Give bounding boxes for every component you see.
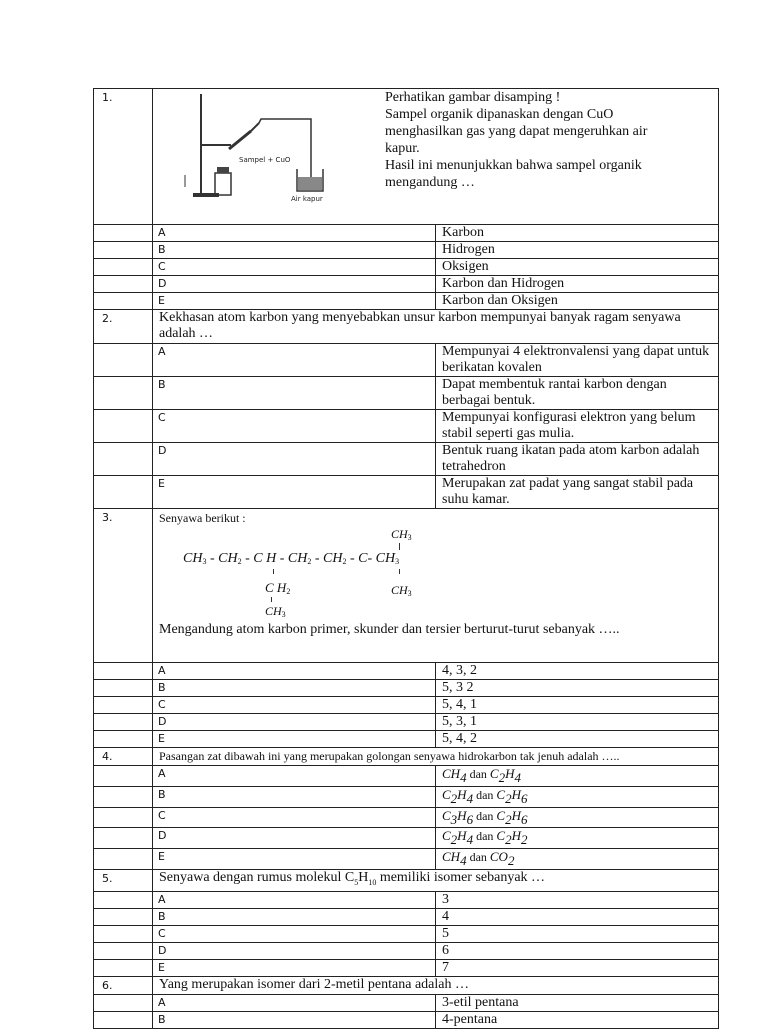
- option-text[interactable]: $C_2H_4$ dan $C_2H_6$: [436, 786, 719, 807]
- question-1-cell: [153, 89, 719, 225]
- option-text[interactable]: Karbon dan Hidrogen: [436, 276, 719, 293]
- option-letter: E: [153, 959, 436, 976]
- option-text[interactable]: 4: [436, 908, 719, 925]
- question-1-text: Perhatikan gambar disamping ! Sampel organik dipanaskan dengan CuO menghasilkan gas yang dapat mengeruhkan air kapur. Hasil ini menunjukkan bahwa sampel organik mengandung …: [385, 90, 648, 190]
- option-text[interactable]: 5, 4, 1: [436, 697, 719, 714]
- option-letter: E: [153, 731, 436, 748]
- option-letter: D: [153, 714, 436, 731]
- option-letter: E: [153, 476, 436, 509]
- option-text[interactable]: Bentuk ruang ikatan pada atom karbon adalah tetrahedron: [436, 443, 719, 476]
- question-number: 2.: [94, 310, 153, 344]
- question-number: 5.: [94, 869, 153, 891]
- option-text[interactable]: Karbon: [436, 225, 719, 242]
- question-number: 1.: [94, 89, 153, 225]
- option-text[interactable]: 4-pentana: [436, 1011, 719, 1028]
- option-letter: B: [153, 680, 436, 697]
- option-text[interactable]: 5: [436, 925, 719, 942]
- option-text[interactable]: $C_2H_4$ dan $C_2H_2$: [436, 828, 719, 849]
- option-letter: E: [153, 293, 436, 310]
- option-letter: C: [153, 697, 436, 714]
- structural-formula: Senyawa berikut : $CH_3$ $CH_3 - CH_2$ - C H - $CH_2 - CH_2 - C-$ $CH_3$ C $H_2$ $CH_3$ $CH_3$ Mengandung atom karbon primer, skunder dan tersier berturut-turut sebanyak …..: [159, 511, 620, 637]
- option-text[interactable]: Dapat membentuk rantai karbon dengan berbagai bentuk.: [436, 377, 719, 410]
- option-text[interactable]: Hidrogen: [436, 242, 719, 259]
- option-letter: B: [153, 1011, 436, 1028]
- option-text[interactable]: 7: [436, 959, 719, 976]
- option-text[interactable]: 5, 3, 1: [436, 714, 719, 731]
- option-letter: A: [153, 766, 436, 787]
- question-4-text: Pasangan zat dibawah ini yang merupakan golongan senyawa hidrokarbon tak jenuh adalah …..: [153, 748, 719, 766]
- option-letter: A: [153, 225, 436, 242]
- option-text[interactable]: 5, 4, 2: [436, 731, 719, 748]
- option-text[interactable]: 6: [436, 942, 719, 959]
- question-2-text: Kekhasan atom karbon yang menyebabkan unsur karbon mempunyai banyak ragam senyawa adalah …: [153, 310, 719, 344]
- option-text[interactable]: Mempunyai 4 elektronvalensi yang dapat untuk berikatan kovalen: [436, 344, 719, 377]
- option-letter: D: [153, 443, 436, 476]
- apparatus-figure: [171, 89, 371, 205]
- question-5-text: Senyawa dengan rumus molekul $C_5H_{10}$ memiliki isomer sebanyak …: [153, 869, 719, 891]
- option-text[interactable]: Merupakan zat padat yang sangat stabil pada suhu kamar.: [436, 476, 719, 509]
- option-letter: D: [153, 828, 436, 849]
- option-letter: C: [153, 807, 436, 828]
- option-letter: A: [153, 891, 436, 908]
- question-number: 4.: [94, 748, 153, 766]
- option-text[interactable]: 3: [436, 891, 719, 908]
- option-letter: B: [153, 242, 436, 259]
- option-letter: C: [153, 925, 436, 942]
- option-text[interactable]: 5, 3 2: [436, 680, 719, 697]
- option-letter: A: [153, 994, 436, 1011]
- option-letter: D: [153, 276, 436, 293]
- option-letter: E: [153, 849, 436, 870]
- option-text[interactable]: Karbon dan Oksigen: [436, 293, 719, 310]
- option-letter: B: [153, 786, 436, 807]
- option-text[interactable]: 4, 3, 2: [436, 663, 719, 680]
- option-letter: C: [153, 259, 436, 276]
- option-letter: B: [153, 377, 436, 410]
- question-table: [93, 88, 719, 1029]
- option-text[interactable]: $CH_4$ dan $CO_2$: [436, 849, 719, 870]
- option-text[interactable]: $C_3H_6$ dan $C_2H_6$: [436, 807, 719, 828]
- question-number: 6.: [94, 976, 153, 994]
- option-letter: C: [153, 410, 436, 443]
- water-label: Air kapur: [291, 195, 323, 203]
- option-letter: A: [153, 344, 436, 377]
- question-6-text: Yang merupakan isomer dari 2-metil pentana adalah …: [153, 976, 719, 994]
- option-letter: A: [153, 663, 436, 680]
- option-text[interactable]: Oksigen: [436, 259, 719, 276]
- option-letter: B: [153, 908, 436, 925]
- question-3-cell: [153, 509, 719, 663]
- option-letter: D: [153, 942, 436, 959]
- sample-label: Sampel + CuO: [239, 156, 291, 164]
- option-text[interactable]: $CH_4$ dan $C_2H_4$: [436, 766, 719, 787]
- question-number: 3.: [94, 509, 153, 663]
- option-text[interactable]: Mempunyai konfigurasi elektron yang belum stabil seperti gas mulia.: [436, 410, 719, 443]
- option-text[interactable]: 3-etil pentana: [436, 994, 719, 1011]
- question-3-text: Mengandung atom karbon primer, skunder dan tersier berturut-turut sebanyak …..: [159, 622, 620, 637]
